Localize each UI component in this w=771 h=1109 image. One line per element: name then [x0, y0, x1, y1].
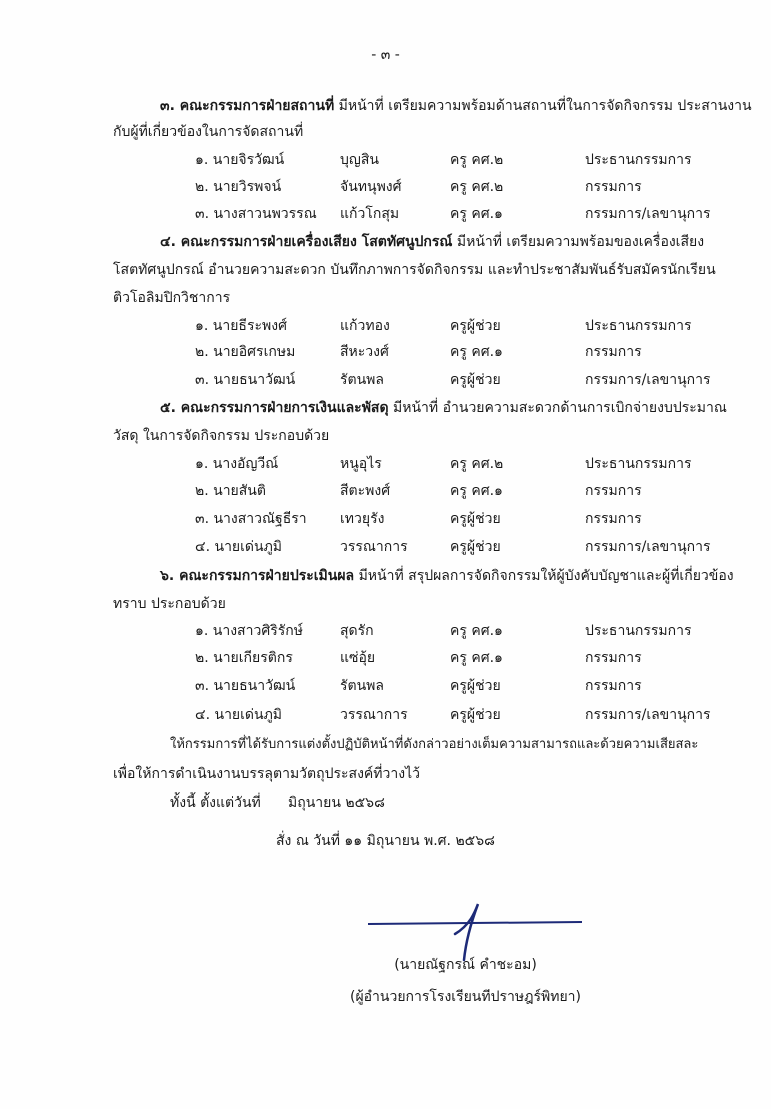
- member-row: [0, 621, 771, 641]
- member-role: กรรมการ: [585, 483, 642, 499]
- member-surname: รัตนพล: [340, 678, 384, 694]
- member-name: ๓. นายธนาวัฒน์: [195, 372, 296, 388]
- section-6-heading: ๖. คณะกรรมการฝ่ายประเมินผล: [160, 568, 355, 584]
- member-row: [0, 481, 771, 501]
- member-surname: หนูอุไร: [340, 456, 382, 472]
- member-role: ประธานกรรมการ: [585, 456, 692, 472]
- effective-label: ทั้งนี้ ตั้งแต่วันที่: [170, 795, 261, 811]
- member-position: ครูผู้ช่วย: [450, 707, 501, 723]
- member-surname: รัตนพล: [340, 372, 384, 388]
- section-3-text-cont: กับผู้ที่เกี่ยวข้องในการจัดสถานที่: [113, 124, 304, 140]
- member-position: ครูผู้ช่วย: [450, 318, 501, 334]
- member-position: ครูผู้ช่วย: [450, 372, 501, 388]
- page-number: - ๓ -: [371, 47, 400, 63]
- member-position: ครู คศ.๑: [450, 650, 503, 666]
- member-role: กรรมการ: [585, 650, 642, 666]
- section-4-text-cont2: ติวโอลิมปิกวิชาการ: [113, 290, 231, 306]
- member-name: ๒. นายวิรพจน์: [195, 179, 282, 195]
- member-position: ครูผู้ช่วย: [450, 511, 501, 527]
- member-row: [0, 204, 771, 224]
- member-name: ๓. นางสาวนพวรรณ: [195, 206, 317, 222]
- member-row: [0, 705, 771, 725]
- member-row: [0, 316, 771, 336]
- member-name: ๑. นายธีระพงศ์: [195, 318, 287, 334]
- member-surname: เทวยุรัง: [340, 511, 385, 527]
- member-role: กรรมการ/เลขานุการ: [585, 539, 711, 555]
- member-position: ครู คศ.๑: [450, 483, 503, 499]
- member-role: กรรมการ: [585, 678, 642, 694]
- member-role: กรรมการ: [585, 511, 642, 527]
- member-row: [0, 177, 771, 197]
- member-role: กรรมการ/เลขานุการ: [585, 707, 711, 723]
- member-position: ครู คศ.๑: [450, 344, 503, 360]
- member-role: กรรมการ/เลขานุการ: [585, 206, 711, 222]
- member-surname: สีตะพงศ์: [340, 483, 391, 499]
- section-5-intro: [160, 398, 727, 418]
- member-name: ๑. นายจิรวัฒน์: [195, 152, 285, 168]
- closing-line-1: ให้กรรมการที่ได้รับการแต่งตั้งปฏิบัติหน้าที่ดังกล่าวอย่างเต็มความสามารถและด้วยความเสียสละ: [170, 737, 699, 752]
- member-surname: แก้วโกสุม: [340, 206, 400, 222]
- member-name: ๔. นายเด่นภูมิ: [195, 707, 283, 723]
- section-5-text-cont: วัสดุ ในการจัดกิจกรรม ประกอบด้วย: [113, 428, 330, 444]
- member-name: ๑. นางอัญวีณ์: [195, 456, 279, 472]
- member-name: ๓. นายธนาวัฒน์: [195, 678, 296, 694]
- effective-date: มิถุนายน ๒๕๖๘: [288, 795, 385, 811]
- section-4-heading: ๔. คณะกรรมการฝ่ายเครื่องเสียง โสตทัศนูปกรณ์: [160, 234, 453, 250]
- member-name: ๒. นายสันติ: [195, 483, 266, 499]
- section-3-intro: [160, 96, 752, 116]
- section-5-text: มีหน้าที่ อำนวยความสะดวกด้านการเบิกจ่ายงบประมาณ: [393, 400, 727, 416]
- member-role: ประธานกรรมการ: [585, 152, 692, 168]
- member-surname: บุญสิน: [340, 152, 379, 168]
- member-position: ครู คศ.๒: [450, 179, 504, 195]
- member-role: กรรมการ: [585, 344, 642, 360]
- section-6-text-cont: ทราบ ประกอบด้วย: [113, 596, 226, 612]
- section-4-intro: [160, 232, 704, 252]
- member-name: ๔. นายเด่นภูมิ: [195, 539, 283, 555]
- section-3-text: มีหน้าที่ เตรียมความพร้อมด้านสถานที่ในการจัดกิจกรรม ประสานงาน: [338, 98, 752, 114]
- member-row: [0, 648, 771, 668]
- member-row: [0, 150, 771, 170]
- member-surname: สุดรัก: [340, 623, 374, 639]
- member-position: ครู คศ.๒: [450, 456, 504, 472]
- member-role: กรรมการ/เลขานุการ: [585, 372, 711, 388]
- section-3-heading: ๓. คณะกรรมการฝ่ายสถานที่: [160, 98, 335, 114]
- member-name: ๒. นายอิศรเกษม: [195, 344, 296, 360]
- member-surname: วรรณาการ: [340, 707, 408, 723]
- member-surname: วรรณาการ: [340, 539, 408, 555]
- section-6-intro: [160, 566, 734, 586]
- member-position: ครู คศ.๑: [450, 623, 503, 639]
- member-row: [0, 537, 771, 557]
- member-surname: แก้วทอง: [340, 318, 390, 334]
- member-position: ครู คศ.๒: [450, 152, 504, 168]
- member-name: ๒. นายเกียรติกร: [195, 650, 293, 666]
- signatory-title: (ผู้อำนวยการโรงเรียนทีปราษฎร์พิทยา): [349, 989, 581, 1005]
- member-position: ครูผู้ช่วย: [450, 539, 501, 555]
- member-name: ๑. นางสาวศิริรักษ์: [195, 623, 303, 639]
- section-6-text: มีหน้าที่ สรุปผลการจัดกิจกรรมให้ผู้บังคับบัญชาและผู้ที่เกี่ยวข้อง: [358, 568, 734, 584]
- member-row: [0, 454, 771, 474]
- member-row: [0, 509, 771, 529]
- section-4-text-cont: โสตทัศนูปกรณ์ อำนวยความสะดวก บันทึกภาพการจัดกิจกรรม และทำประชาสัมพันธ์รับสมัครนักเรียน: [113, 262, 716, 278]
- closing-line-2: เพื่อให้การดำเนินงานบรรลุตามวัตถุประสงค์ที่วางไว้: [113, 766, 420, 782]
- member-surname: สีหะวงศ์: [340, 344, 389, 360]
- member-surname: แซ่อุ้ย: [340, 650, 376, 666]
- member-row: [0, 342, 771, 362]
- order-date: สั่ง ณ วันที่ ๑๑ มิถุนายน พ.ศ. ๒๕๖๘: [276, 833, 495, 849]
- signatory-name: (นายณัฐกรณ์ คำชะอม): [394, 957, 537, 973]
- member-role: กรรมการ: [585, 179, 642, 195]
- member-role: ประธานกรรมการ: [585, 318, 692, 334]
- member-role: ประธานกรรมการ: [585, 623, 692, 639]
- section-4-text: มีหน้าที่ เตรียมความพร้อมของเครื่องเสียง: [456, 234, 705, 250]
- member-row: [0, 370, 771, 390]
- member-surname: จันทนุพงศ์: [340, 179, 402, 195]
- member-row: [0, 676, 771, 696]
- member-name: ๓. นางสาวณัฐธีรา: [195, 511, 307, 527]
- section-5-heading: ๕. คณะกรรมการฝ่ายการเงินและพัสดุ: [160, 400, 389, 416]
- member-position: ครูผู้ช่วย: [450, 678, 501, 694]
- member-position: ครู คศ.๑: [450, 206, 503, 222]
